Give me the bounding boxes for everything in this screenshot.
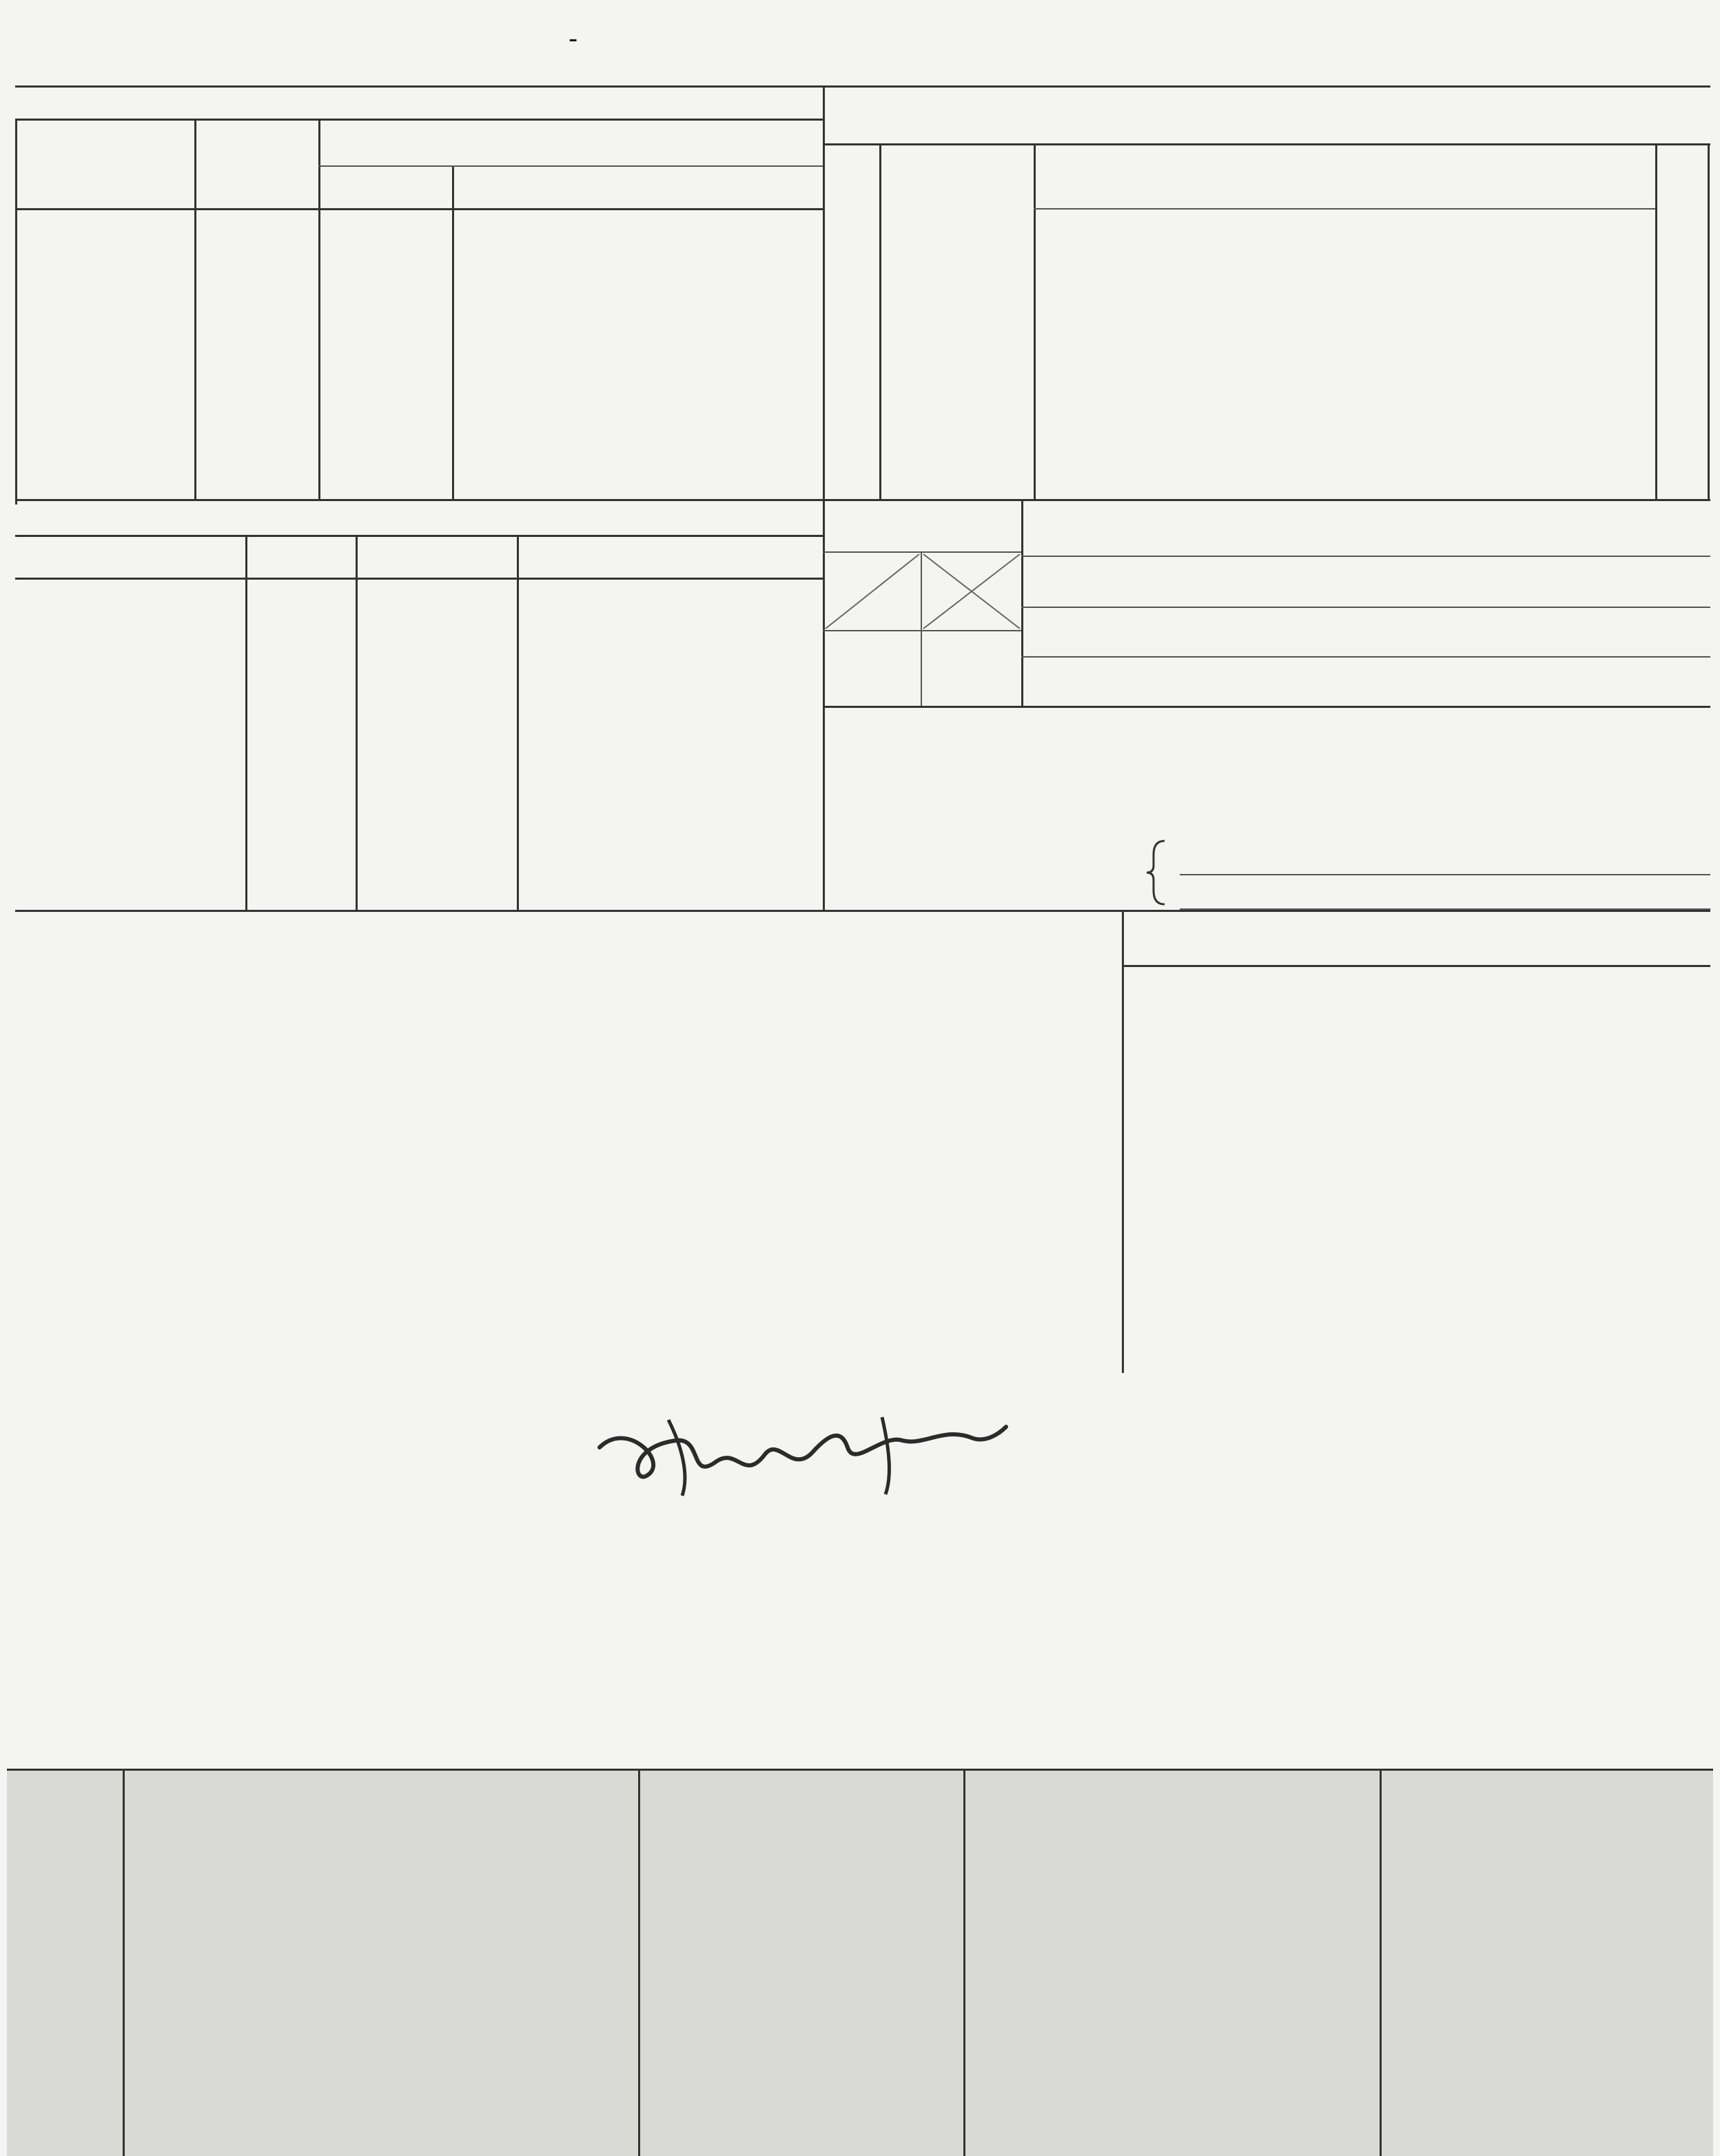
rule [1034,143,1036,499]
rule [452,165,454,499]
rule [1034,208,1655,210]
rule [1122,965,1710,967]
status-x-mark-1 [824,553,921,630]
rule [356,535,358,910]
rule [823,706,1710,708]
rule [1021,656,1710,658]
rule [1021,499,1023,706]
rule-divider-main [823,85,825,910]
rule [15,499,1710,501]
rule [823,630,1021,631]
rule [15,535,823,537]
rule [15,119,823,121]
brace-glyph [1144,838,1171,907]
rule [318,119,320,499]
rule [15,119,17,505]
bottom-data-strip [7,1769,1713,2156]
rule [1180,874,1710,875]
oil-label [1034,160,1655,179]
rule [638,1769,640,2156]
rule [823,143,1710,145]
status-x-mark-2 [922,553,1021,630]
rule [1708,143,1710,499]
rule [1021,556,1710,557]
rule [1655,143,1657,499]
page-title: - [569,23,578,54]
rule [963,1769,965,2156]
rule-top [15,85,1710,88]
officer-signature [586,1406,1013,1503]
rule [1122,910,1710,912]
rule [15,910,1125,912]
rule [194,119,196,499]
rule [318,165,823,167]
rule [245,535,247,910]
rule [1380,1769,1382,2156]
rule [1122,910,1124,1373]
remarks-header [15,921,29,944]
rule [15,208,823,210]
fuel-label [879,160,1034,179]
rule [517,535,519,910]
rule [7,1769,1713,1771]
rule [879,143,881,499]
rule [1021,607,1710,608]
rule [15,578,823,580]
rule [123,1769,125,2156]
